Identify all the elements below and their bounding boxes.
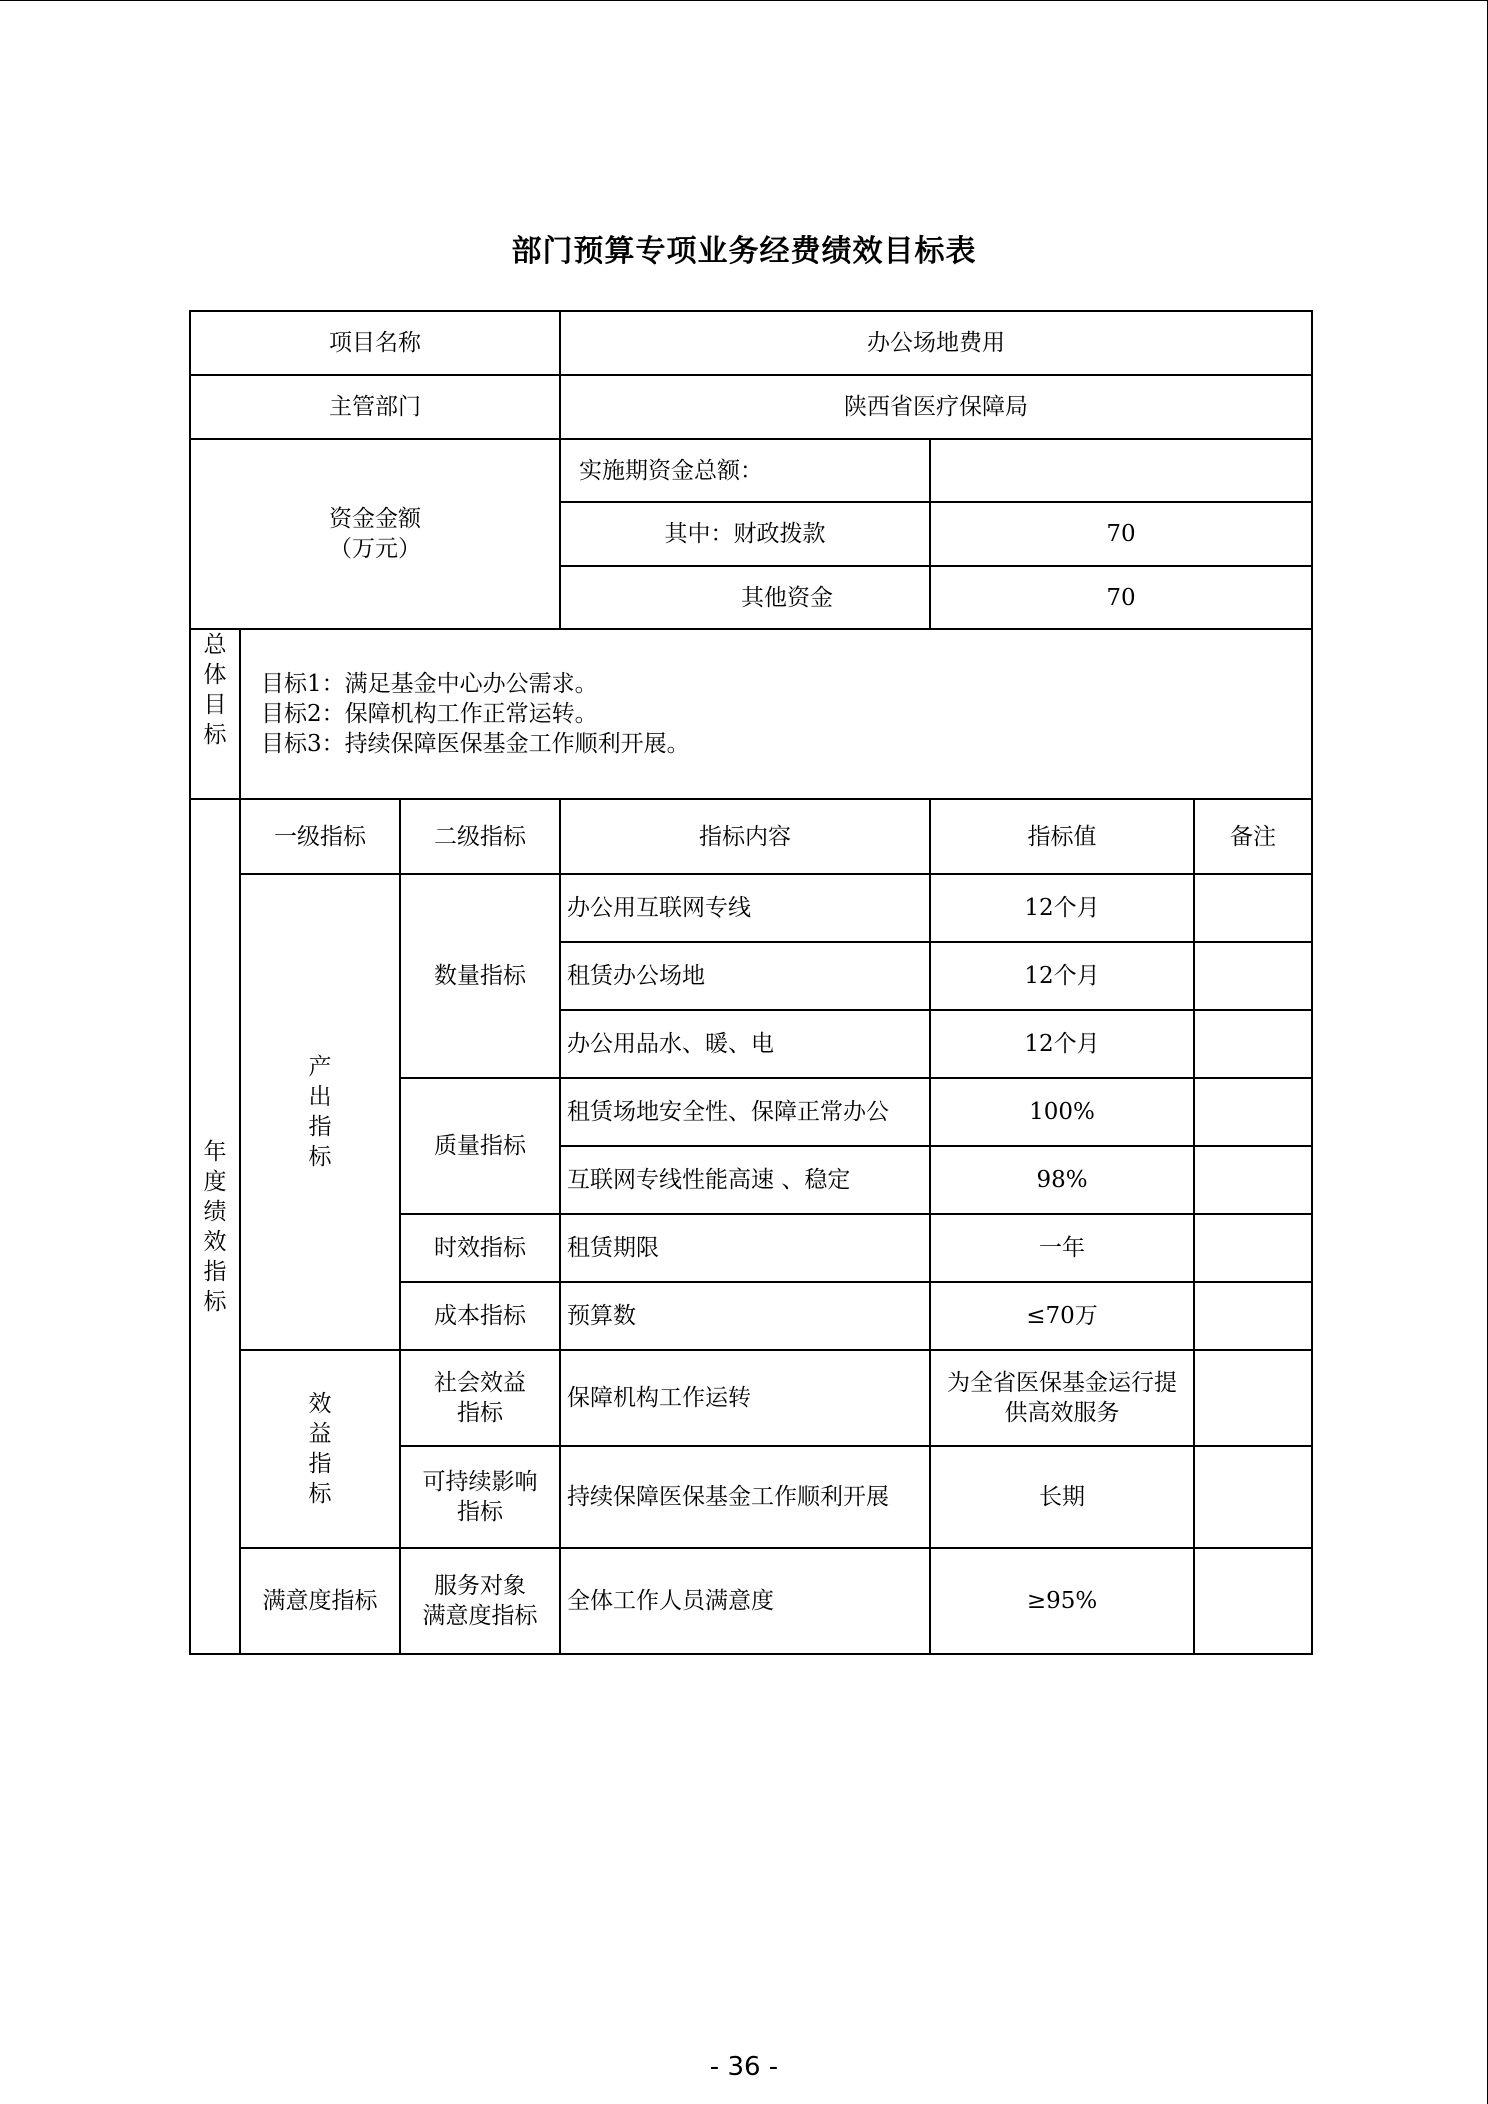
overall-goals-label: 总体目标: [190, 629, 240, 799]
content-cell: 持续保障医保基金工作顺利开展: [560, 1446, 930, 1548]
project-name-row: [190, 311, 1312, 375]
goal-item: 目标2：保障机构工作正常运转。: [261, 701, 598, 727]
output-indicator-label: 产出指标: [240, 874, 400, 1350]
content-cell: 办公用互联网专线: [560, 874, 930, 942]
content-cell: 保障机构工作运转: [560, 1350, 930, 1446]
header-level1: 一级指标: [240, 799, 400, 874]
value-cell: 12个月: [930, 942, 1194, 1010]
level2-cell: 数量指标: [400, 874, 560, 1078]
content-cell: 办公用品水、暖、电: [560, 1010, 930, 1078]
value-cell: 一年: [930, 1214, 1194, 1282]
content-cell: 租赁办公场地: [560, 942, 930, 1010]
level2-cell: 服务对象 满意度指标: [400, 1548, 560, 1654]
header-note: 备注: [1194, 799, 1312, 874]
content-cell: 预算数: [560, 1282, 930, 1350]
funds-label-line1: 资金金额: [329, 506, 421, 532]
document-title: 部门预算专项业务经费绩效目标表: [511, 234, 977, 269]
funds-label: [190, 439, 560, 629]
note-cell: [1194, 1010, 1312, 1078]
content-cell: 全体工作人员满意度: [560, 1548, 930, 1654]
content-cell: 互联网专线性能高速 、稳定: [560, 1146, 930, 1214]
value-cell: 长期: [930, 1446, 1194, 1548]
project-name-label: 项目名称: [190, 311, 560, 375]
page-number: - 36 -: [709, 2052, 779, 2082]
table-row: [190, 1350, 1312, 1446]
department-label: 主管部门: [190, 375, 560, 439]
funds-fiscal-value: 70: [930, 502, 1312, 566]
funds-other-label: 其他资金: [560, 566, 930, 629]
performance-target-table: [189, 310, 1313, 1655]
funds-label-line2: （万元）: [329, 536, 421, 562]
level1-cell: 满意度指标: [240, 1548, 400, 1654]
note-cell: [1194, 1548, 1312, 1654]
table-row: [190, 1548, 1312, 1654]
header-value: 指标值: [930, 799, 1194, 874]
benefit-indicator-label: 效益指标: [240, 1350, 400, 1548]
value-cell: ≤70万: [930, 1282, 1194, 1350]
note-cell: [1194, 1078, 1312, 1146]
funds-total-row: [190, 439, 1312, 502]
note-cell: [1194, 1146, 1312, 1214]
table-row: [190, 874, 1312, 942]
level2-cell: 时效指标: [400, 1214, 560, 1282]
funds-fiscal-label: 其中：财政拨款: [560, 502, 930, 566]
project-name-value: 办公场地费用: [560, 311, 1312, 375]
value-cell: ≥95%: [930, 1548, 1194, 1654]
level2-cell: 质量指标: [400, 1078, 560, 1214]
header-level2: 二级指标: [400, 799, 560, 874]
funds-total-label: 实施期资金总额：: [560, 439, 930, 502]
value-cell: 12个月: [930, 874, 1194, 942]
level2-cell: 可持续影响 指标: [400, 1446, 560, 1548]
note-cell: [1194, 1214, 1312, 1282]
level2-cell: 成本指标: [400, 1282, 560, 1350]
value-cell: 100%: [930, 1078, 1194, 1146]
overall-goals-list: [240, 629, 1312, 799]
level2-cell: 社会效益 指标: [400, 1350, 560, 1446]
department-value: 陕西省医疗保障局: [560, 375, 1312, 439]
funds-total-value: [930, 439, 1312, 502]
department-row: [190, 375, 1312, 439]
header-content: 指标内容: [560, 799, 930, 874]
note-cell: [1194, 1446, 1312, 1548]
goal-item: 目标1：满足基金中心办公需求。: [261, 671, 598, 697]
note-cell: [1194, 1282, 1312, 1350]
note-cell: [1194, 1350, 1312, 1446]
content-cell: 租赁场地安全性、保障正常办公: [560, 1078, 930, 1146]
overall-goals-row: [190, 629, 1312, 799]
value-cell: 为全省医保基金运行提 供高效服务: [930, 1350, 1194, 1446]
goal-item: 目标3：持续保障医保基金工作顺利开展。: [261, 731, 690, 757]
indicator-header-row: [190, 799, 1312, 874]
funds-other-value: 70: [930, 566, 1312, 629]
note-cell: [1194, 874, 1312, 942]
note-cell: [1194, 942, 1312, 1010]
value-cell: 12个月: [930, 1010, 1194, 1078]
value-cell: 98%: [930, 1146, 1194, 1214]
annual-indicators-label: 年度绩效指标: [190, 799, 240, 1654]
content-cell: 租赁期限: [560, 1214, 930, 1282]
